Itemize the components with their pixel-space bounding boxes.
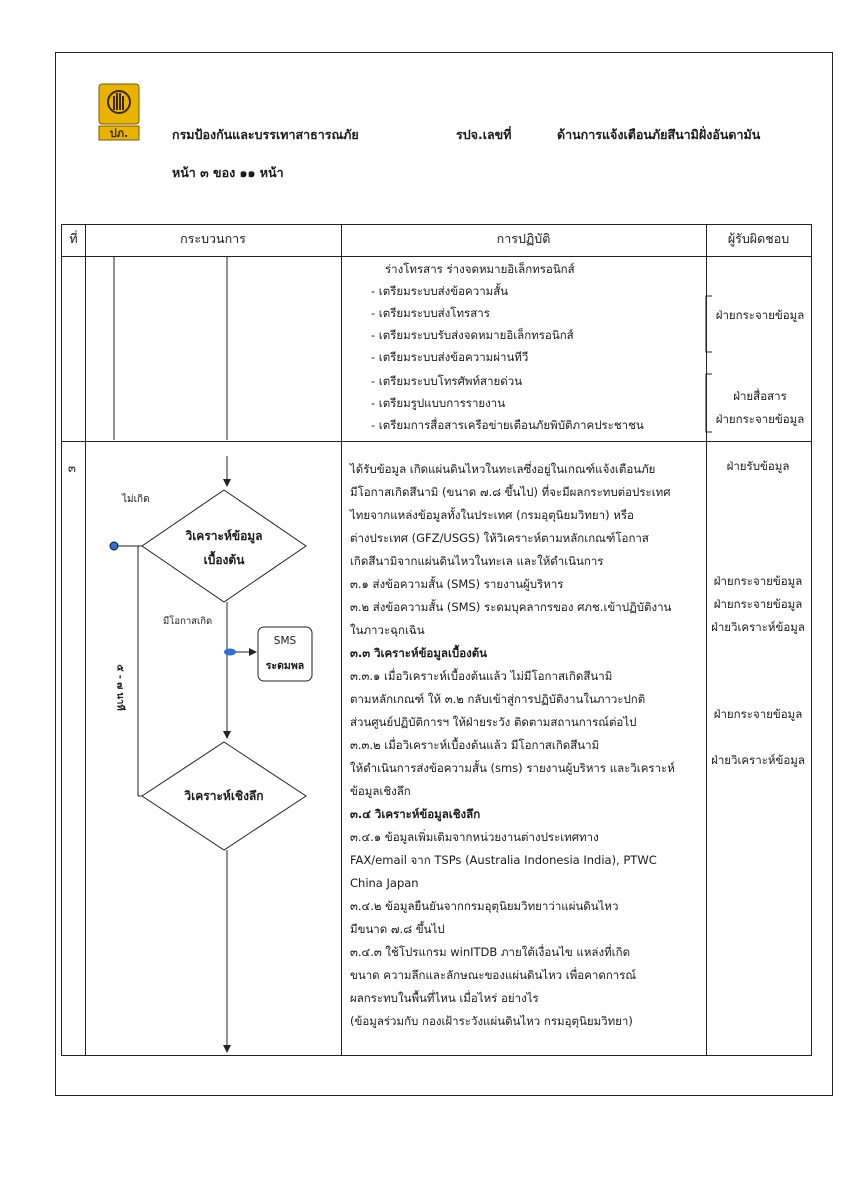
header-no: ที่ bbox=[69, 231, 78, 246]
action-line: ๓.๔ วิเคราะห์ข้อมูลเชิงลึก bbox=[350, 807, 481, 821]
action-line: ต่างประเทศ (GFZ/USGS) ให้วิเคราะห์ตามหลักเกณฑ์โอกาส bbox=[350, 531, 649, 545]
sms-label: SMS bbox=[273, 635, 297, 647]
action-line: ไทยจากแหล่งข้อมูลทั้งในประเทศ (กรมอุตุนิยมวิทยา) หรือ bbox=[350, 508, 634, 522]
action-line: ๓.๔.๑ ข้อมูลเพิ่มเติมจากหน่วยงานต่างประเทศทาง bbox=[350, 830, 599, 844]
action-line: ข้อมูลเชิงลึก bbox=[350, 784, 411, 798]
action-line: ให้ดำเนินการส่งข้อความสั้น (sms) รายงานผู้บริหาร และวิเคราะห์ bbox=[350, 761, 675, 775]
action-line: - เตรียมระบบรับส่งจดหมายอิเล็กทรอนิกส์ bbox=[371, 328, 574, 342]
action-line: ๓.๔.๒ ข้อมูลยืนยันจากกรมอุตุนิยมวิทยาว่าแผ่นดินไหว bbox=[350, 899, 619, 913]
responsible-unit: ฝ่ายวิเคราะห์ข้อมูล bbox=[711, 620, 805, 634]
header-process: กระบวนการ bbox=[180, 231, 246, 246]
deep-analysis-label: วิเคราะห์เชิงลึก bbox=[184, 789, 264, 803]
action-line: ๓.๓ วิเคราะห์ข้อมูลเบื้องต้น bbox=[350, 646, 488, 660]
possible-label: มีโอกาสเกิด bbox=[163, 616, 213, 627]
action-line: ๓.๑ ส่งข้อความสั้น (SMS) รายงานผู้บริหาร bbox=[350, 577, 564, 591]
header-responsible: ผู้รับผิดชอบ bbox=[727, 231, 790, 246]
responsible-unit: ฝ่ายวิเคราะห์ข้อมูล bbox=[711, 753, 805, 767]
action-line: ๓.๔.๓ ใช้โปรแกรม winITDB ภายใต้เงื่อนไข แหล่งที่เกิด bbox=[350, 945, 631, 959]
no-event-label: ไม่เกิด bbox=[122, 494, 150, 505]
action-line: ผลกระทบในพื้นที่ไหน เมื่อไหร่ อย่างไร bbox=[350, 991, 539, 1005]
doc-number-label: รปจ.เลขที่ bbox=[456, 127, 512, 142]
action-line: ๓.๓.๒ เมื่อวิเคราะห์เบื้องต้นแล้ว มีโอกาสเกิดสึนามิ bbox=[350, 738, 600, 752]
decision-initial-analysis bbox=[142, 490, 306, 602]
action-line: - เตรียมรูปแบบการรายงาน bbox=[371, 396, 506, 410]
action-line: - เตรียมการสื่อสารเครือข่ายเตือนภัยพิบัติภาคประชาชน bbox=[371, 418, 644, 432]
action-line: มีโอกาสเกิดสึนามิ (ขนาด ๗.๘ ขึ้นไป) ที่จะมีผลกระทบต่อประเทศ bbox=[350, 485, 671, 499]
action-line: ตามหลักเกณฑ์ ให้ ๓.๒ กลับเข้าสู่การปฏิบัติงานในภาวะปกติ bbox=[350, 692, 646, 706]
row-number: ๓ bbox=[68, 461, 76, 475]
responsible-unit: ฝ่ายกระจายข้อมูล bbox=[713, 707, 803, 721]
action-line: - เตรียมระบบส่งข้อความสั้น bbox=[371, 284, 509, 298]
svg-text:ปภ.: ปภ. bbox=[109, 127, 129, 140]
action-line: มีขนาด ๗.๘ ขึ้นไป bbox=[350, 922, 445, 936]
responsible-unit: ฝ่ายกระจายข้อมูล bbox=[715, 412, 805, 426]
action-line: ๓.๒ ส่งข้อความสั้น (SMS) ระดมบุคลากรของ ศภช.เข้าปฏิบัติงาน bbox=[350, 600, 672, 614]
action-line: ร่างโทรสาร ร่างจดหมายอิเล็กทรอนิกส์ bbox=[385, 262, 575, 276]
agency-name: กรมป้องกันและบรรเทาสาธารณภัย bbox=[172, 127, 359, 142]
action-line: ส่วนศูนย์ปฏิบัติการฯ ให้ฝ่ายระวัง ติดตามสถานการณ์ต่อไป bbox=[350, 715, 637, 729]
action-line: เกิดสึนามิจากแผ่นดินไหวในทะเล และให้ดำเนินการ bbox=[350, 554, 604, 568]
action-line: ได้รับข้อมูล เกิดแผ่นดินไหวในทะเลซึ่งอยู่ในเกณฑ์แจ้งเตือนภัย bbox=[350, 462, 656, 476]
initial-analysis-label: วิเคราะห์ข้อมูล bbox=[185, 529, 263, 543]
responsible-unit: ฝ่ายกระจายข้อมูล bbox=[713, 597, 803, 611]
responsible-unit: ฝ่ายกระจายข้อมูล bbox=[713, 574, 803, 588]
responsible-unit: ฝ่ายรับข้อมูล bbox=[726, 459, 790, 473]
responsible-unit: ฝ่ายสื่อสาร bbox=[733, 389, 787, 403]
action-line: - เตรียมระบบส่งข้อความผ่านทีวี bbox=[371, 350, 529, 364]
action-line: - เตรียมระบบโทรศัพท์สายด่วน bbox=[371, 374, 523, 388]
document-title: ด้านการแจ้งเตือนภัยสึนามิฝั่งอันดามัน bbox=[557, 127, 761, 142]
action-line: China Japan bbox=[350, 876, 419, 890]
action-line: ๓.๓.๑ เมื่อวิเคราะห์เบื้องต้นแล้ว ไม่มีโอกาสเกิดสึนามิ bbox=[350, 669, 613, 683]
responsible-unit: ฝ่ายกระจายข้อมูล bbox=[715, 308, 805, 322]
action-line: - เตรียมระบบส่งโทรสาร bbox=[371, 306, 490, 320]
action-line: (ข้อมูลร่วมกับ กองเฝ้าระวังแผ่นดินไหว กรมอุตุนิยมวิทยา) bbox=[350, 1014, 633, 1028]
duration-label: ๕ - ๗ นาที bbox=[113, 648, 128, 728]
action-line: ในภาวะฉุกเฉิน bbox=[350, 623, 425, 637]
action-line: ขนาด ความลึกและลักษณะของแผ่นดินไหว เพื่อคาดการณ์ bbox=[350, 968, 637, 982]
initial-analysis-label: เบื้องต้น bbox=[203, 553, 245, 567]
sms-mobilize-label: ระดมพล bbox=[265, 660, 305, 672]
page-number: หน้า ๓ ของ ๑๑ หน้า bbox=[172, 165, 284, 180]
action-line: FAX/email จาก TSPs (Australia Indonesia India), PTWC bbox=[350, 853, 657, 867]
header-action: การปฏิบัติ bbox=[496, 231, 551, 246]
